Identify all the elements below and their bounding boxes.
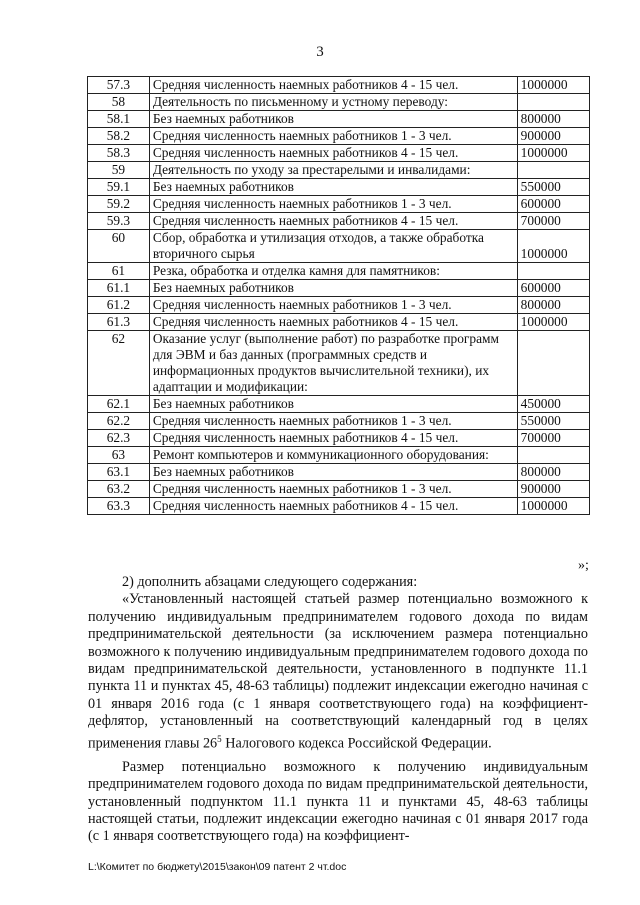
row-amount	[517, 263, 589, 280]
row-description: Средняя численность наемных работников 1 - 3 чел.	[149, 297, 517, 314]
table-row	[88, 413, 590, 430]
table-row	[88, 263, 590, 280]
row-number: 58.3	[88, 145, 150, 162]
row-amount: 900000	[517, 481, 589, 498]
row-description: Оказание услуг (выполнение работ) по разработке программ для ЭВМ и баз данных (программных средств и информационных продуктов вычислительной техники), их адаптации и модификации:	[149, 331, 517, 396]
table-row	[88, 213, 590, 230]
table-row	[88, 128, 590, 145]
row-description: Средняя численность наемных работников 1 - 3 чел.	[149, 196, 517, 213]
row-amount	[517, 447, 589, 464]
row-number: 62.3	[88, 430, 150, 447]
income-table	[87, 76, 590, 515]
row-number: 63.2	[88, 481, 150, 498]
table-row	[88, 297, 590, 314]
table-row	[88, 196, 590, 213]
row-number: 60	[88, 230, 150, 263]
row-amount: 800000	[517, 297, 589, 314]
row-description: Средняя численность наемных работников 4 - 15 чел.	[149, 213, 517, 230]
table-row	[88, 94, 590, 111]
row-number: 59.1	[88, 179, 150, 196]
table-row	[88, 331, 590, 396]
row-description: Ремонт компьютеров и коммуникационного оборудования:	[149, 447, 517, 464]
row-amount: 900000	[517, 128, 589, 145]
row-number: 62.1	[88, 396, 150, 413]
row-number: 59	[88, 162, 150, 179]
table-row	[88, 481, 590, 498]
row-description: Деятельность по письменному и устному переводу:	[149, 94, 517, 111]
table-row	[88, 498, 590, 515]
amendment-text	[88, 574, 588, 846]
row-description: Средняя численность наемных работников 4 - 15 чел.	[149, 430, 517, 447]
row-number: 58	[88, 94, 150, 111]
row-amount	[517, 331, 589, 396]
row-amount: 800000	[517, 464, 589, 481]
row-number: 58.1	[88, 111, 150, 128]
row-amount: 700000	[517, 430, 589, 447]
row-description: Средняя численность наемных работников 4 - 15 чел.	[149, 314, 517, 331]
row-amount: 550000	[517, 179, 589, 196]
row-amount: 550000	[517, 413, 589, 430]
table-row	[88, 314, 590, 331]
row-description: Без наемных работников	[149, 396, 517, 413]
closing-quote: »;	[578, 558, 589, 573]
row-number: 61.2	[88, 297, 150, 314]
footer-file-path: L:\Комитет по бюджету\2015\закон\09 патент 2 чт.doc	[88, 861, 347, 873]
row-number: 62	[88, 331, 150, 396]
table-row	[88, 464, 590, 481]
row-number: 62.2	[88, 413, 150, 430]
row-description: Средняя численность наемных работников 4 - 15 чел.	[149, 77, 517, 94]
paragraph-indexation-2016: «Установленный настоящей статьей размер потенциально возможного к получению индивидуальным предпринимателем годового дохода по видам предпринимательской деятельности (за исключением размера потенциально возможного к получению индивидуальным предпринимателем годового дохода по видам предпринимательской деятельности, установленного в подпункте 11.1 пункта 11 и пунктах 45, 48-63 таблицы) подлежит индексации ежегодно начиная с 01 января 2016 года (с 1 января соответствующего года) на коэффициент-дефлятор, установленный на соответствующий календарный год в целях применения главы $26^5$ Налогового кодекса Российской Федерации.	[88, 591, 588, 752]
page-number: 3	[316, 44, 324, 60]
row-description: Без наемных работников	[149, 179, 517, 196]
row-description: Средняя численность наемных работников 1 - 3 чел.	[149, 128, 517, 145]
table-row	[88, 77, 590, 94]
row-number: 58.2	[88, 128, 150, 145]
row-number: 59.3	[88, 213, 150, 230]
row-amount: 1000000	[517, 498, 589, 515]
row-number: 63.1	[88, 464, 150, 481]
row-amount	[517, 162, 589, 179]
row-description: Средняя численность наемных работников 4 - 15 чел.	[149, 498, 517, 515]
row-amount: 1000000	[517, 145, 589, 162]
table-row	[88, 447, 590, 464]
row-number: 61.3	[88, 314, 150, 331]
row-description: Сбор, обработка и утилизация отходов, а также обработка вторичного сырья	[149, 230, 517, 263]
row-number: 63.3	[88, 498, 150, 515]
row-amount: 700000	[517, 213, 589, 230]
row-number: 61	[88, 263, 150, 280]
row-amount: 600000	[517, 280, 589, 297]
row-description: Средняя численность наемных работников 1 - 3 чел.	[149, 481, 517, 498]
row-description: Резка, обработка и отделка камня для памятников:	[149, 263, 517, 280]
row-number: 63	[88, 447, 150, 464]
row-number: 57.3	[88, 77, 150, 94]
table-row	[88, 145, 590, 162]
table-row	[88, 230, 590, 263]
row-description: Без наемных работников	[149, 111, 517, 128]
row-amount: 450000	[517, 396, 589, 413]
row-description: Без наемных работников	[149, 280, 517, 297]
item-2-heading: 2) дополнить абзацами следующего содержания:	[122, 574, 418, 590]
row-description: Без наемных работников	[149, 464, 517, 481]
row-number: 59.2	[88, 196, 150, 213]
table-row	[88, 280, 590, 297]
row-amount: 1000000	[517, 230, 589, 263]
row-number: 61.1	[88, 280, 150, 297]
row-amount	[517, 94, 589, 111]
row-amount: 1000000	[517, 314, 589, 331]
table-row	[88, 396, 590, 413]
row-description: Средняя численность наемных работников 4 - 15 чел.	[149, 145, 517, 162]
paragraph-indexation-2017: Размер потенциально возможного к получению индивидуальным предпринимателем годового дохода по видам предпринимательской деятельности, установленный подпунктом 11.1 пункта 11 и пунктами 45, 48-63 таблицы настоящей статьи, подлежит индексации ежегодно начиная с 01 января 2017 года (с 1 января соответствующего года) на коэффициент-	[88, 758, 588, 845]
table-row	[88, 111, 590, 128]
row-description: Средняя численность наемных работников 1 - 3 чел.	[149, 413, 517, 430]
table-row	[88, 430, 590, 447]
row-amount: 600000	[517, 196, 589, 213]
table-row	[88, 162, 590, 179]
row-amount: 800000	[517, 111, 589, 128]
table-row	[88, 179, 590, 196]
row-amount: 1000000	[517, 77, 589, 94]
row-description: Деятельность по уходу за престарелыми и инвалидами:	[149, 162, 517, 179]
